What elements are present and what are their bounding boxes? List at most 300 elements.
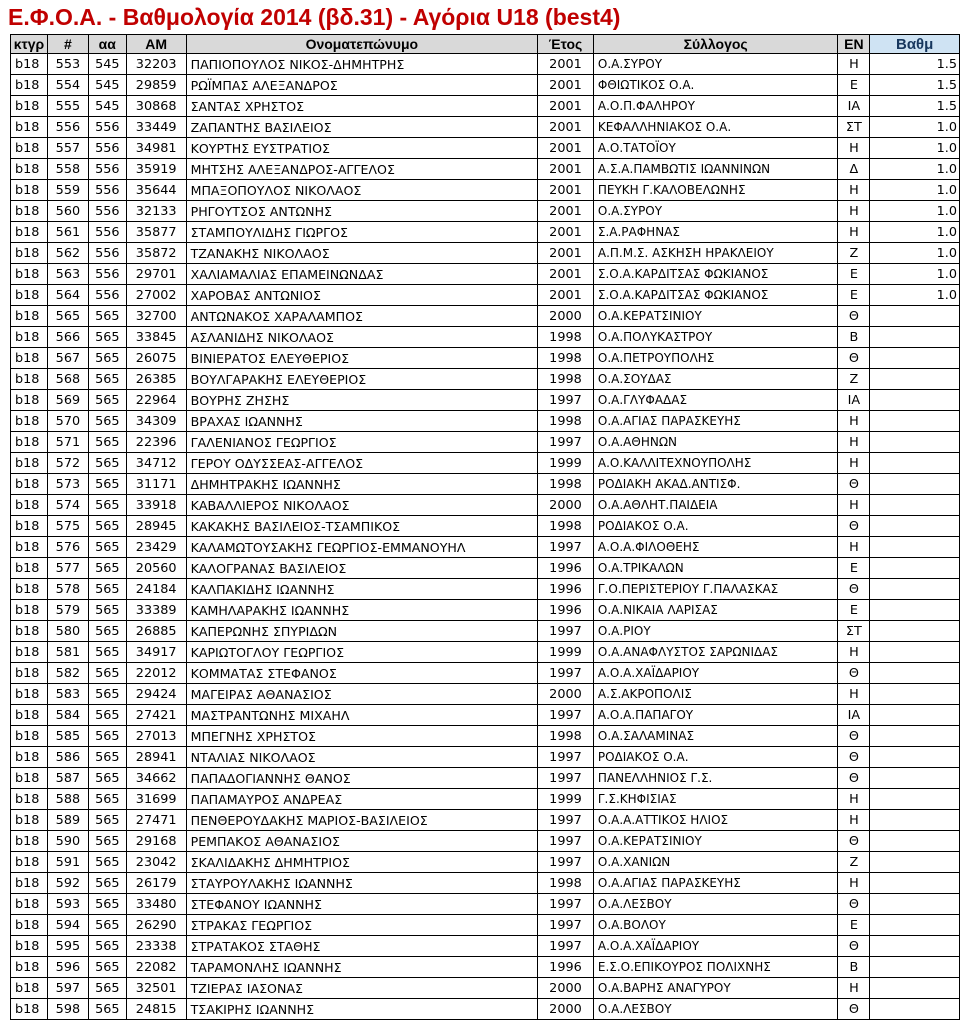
rank-cell: 545 <box>88 54 126 75</box>
number-cell: 553 <box>47 54 88 75</box>
year-cell: 1997 <box>538 894 594 915</box>
number-cell: 564 <box>47 285 88 306</box>
col-header-name[interactable]: Ονοματεπώνυμο <box>186 35 537 54</box>
page-title: Ε.Φ.Ο.Α. - Βαθμολογία 2014 (βδ.31) - Αγόρια U18 (best4) <box>8 4 621 30</box>
club-cell: Ο.Α.ΑΓΙΑΣ ΠΑΡΑΣΚΕΥΗΣ <box>593 411 838 432</box>
table-row[interactable] <box>11 285 960 306</box>
category-cell: b18 <box>11 369 48 390</box>
category-cell: b18 <box>11 348 48 369</box>
id-cell: 22012 <box>126 663 186 684</box>
club-cell: Ο.Α.ΚΕΡΑΤΣΙΝΙΟΥ <box>593 831 838 852</box>
rank-cell: 565 <box>88 411 126 432</box>
year-cell: 2000 <box>538 495 594 516</box>
grade-cell: 1.5 <box>870 96 960 117</box>
col-header-grade[interactable]: Βαθμ <box>870 35 960 54</box>
number-cell: 596 <box>47 957 88 978</box>
table-row[interactable] <box>11 663 960 684</box>
name-cell: ΠΑΠΑΔΟΓΙΑΝΝΗΣ ΘΑΝΟΣ <box>186 768 537 789</box>
category-cell: b18 <box>11 999 48 1020</box>
year-cell: 2001 <box>538 75 594 96</box>
col-header-number[interactable]: # <box>47 35 88 54</box>
table-row[interactable] <box>11 684 960 705</box>
table-row[interactable] <box>11 432 960 453</box>
number-cell: 585 <box>47 726 88 747</box>
rank-cell: 565 <box>88 474 126 495</box>
category-cell: b18 <box>11 327 48 348</box>
number-cell: 588 <box>47 789 88 810</box>
category-cell: b18 <box>11 810 48 831</box>
grade-cell <box>870 999 960 1020</box>
table-row[interactable] <box>11 75 960 96</box>
table-row[interactable] <box>11 411 960 432</box>
name-cell: ΠΑΠΙΟΠΟΥΛΟΣ ΝΙΚΟΣ-ΔΗΜΗΤΡΗΣ <box>186 54 537 75</box>
rank-cell: 565 <box>88 390 126 411</box>
rank-cell: 556 <box>88 117 126 138</box>
number-cell: 557 <box>47 138 88 159</box>
year-cell: 1997 <box>538 663 594 684</box>
name-cell: ΚΑΠΕΡΩΝΗΣ ΣΠΥΡΙΔΩΝ <box>186 621 537 642</box>
grade-cell: 1.0 <box>870 264 960 285</box>
club-cell: ΠΕΥΚΗ Γ.ΚΑΛΟΒΕΛΩΝΗΣ <box>593 180 838 201</box>
region-cell: Θ <box>838 579 870 600</box>
table-row[interactable] <box>11 453 960 474</box>
table-row[interactable] <box>11 894 960 915</box>
name-cell: ΤΖΑΝΑΚΗΣ ΝΙΚΟΛΑΟΣ <box>186 243 537 264</box>
table-row[interactable] <box>11 117 960 138</box>
category-cell: b18 <box>11 957 48 978</box>
id-cell: 27013 <box>126 726 186 747</box>
name-cell: ΣΤΡΑΤΑΚΟΣ ΣΤΑΘΗΣ <box>186 936 537 957</box>
region-cell: ΙΑ <box>838 96 870 117</box>
grade-cell <box>870 642 960 663</box>
grade-cell: 1.0 <box>870 222 960 243</box>
number-cell: 555 <box>47 96 88 117</box>
grade-cell <box>870 978 960 999</box>
category-cell: b18 <box>11 516 48 537</box>
table-row[interactable] <box>11 537 960 558</box>
grade-cell: 1.0 <box>870 180 960 201</box>
category-cell: b18 <box>11 285 48 306</box>
table-row[interactable] <box>11 579 960 600</box>
table-row[interactable] <box>11 747 960 768</box>
region-cell: Β <box>838 327 870 348</box>
table-row[interactable] <box>11 222 960 243</box>
name-cell: ΣΤΕΦΑΝΟΥ ΙΩΑΝΝΗΣ <box>186 894 537 915</box>
rank-cell: 565 <box>88 306 126 327</box>
table-row[interactable] <box>11 642 960 663</box>
table-row[interactable] <box>11 789 960 810</box>
region-cell: Ε <box>838 915 870 936</box>
region-cell: Η <box>838 138 870 159</box>
name-cell: ΜΗΤΣΗΣ ΑΛΕΞΑΝΔΡΟΣ-ΑΓΓΕΛΟΣ <box>186 159 537 180</box>
id-cell: 26075 <box>126 348 186 369</box>
id-cell: 34981 <box>126 138 186 159</box>
number-cell: 574 <box>47 495 88 516</box>
category-cell: b18 <box>11 432 48 453</box>
rank-cell: 565 <box>88 600 126 621</box>
year-cell: 1998 <box>538 474 594 495</box>
name-cell: ΒΟΥΡΗΣ ΖΗΣΗΣ <box>186 390 537 411</box>
id-cell: 32700 <box>126 306 186 327</box>
name-cell: ΣΤΡΑΚΑΣ ΓΕΩΡΓΙΟΣ <box>186 915 537 936</box>
year-cell: 2001 <box>538 243 594 264</box>
year-cell: 2001 <box>538 96 594 117</box>
category-cell: b18 <box>11 117 48 138</box>
table-row[interactable] <box>11 327 960 348</box>
region-cell: Ε <box>838 558 870 579</box>
number-cell: 554 <box>47 75 88 96</box>
table-row[interactable] <box>11 873 960 894</box>
id-cell: 33480 <box>126 894 186 915</box>
category-cell: b18 <box>11 138 48 159</box>
region-cell: ΣΤ <box>838 117 870 138</box>
id-cell: 23429 <box>126 537 186 558</box>
id-cell: 32133 <box>126 201 186 222</box>
club-cell: Ο.Α.ΑΘΛΗΤ.ΠΑΙΔΕΙΑ <box>593 495 838 516</box>
year-cell: 1999 <box>538 453 594 474</box>
table-row[interactable] <box>11 516 960 537</box>
id-cell: 23338 <box>126 936 186 957</box>
region-cell: Θ <box>838 999 870 1020</box>
region-cell: Η <box>838 54 870 75</box>
year-cell: 1997 <box>538 747 594 768</box>
id-cell: 28945 <box>126 516 186 537</box>
name-cell: ΓΑΛΕΝΙΑΝΟΣ ΓΕΩΡΓΙΟΣ <box>186 432 537 453</box>
club-cell: Ο.Α.Α.ΑΤΤΙΚΟΣ ΗΛΙΟΣ <box>593 810 838 831</box>
number-cell: 595 <box>47 936 88 957</box>
col-header-year[interactable]: Έτος <box>538 35 594 54</box>
rank-cell: 565 <box>88 999 126 1020</box>
club-cell: Α.Ο.Α.ΧΑΪΔΑΡΙΟΥ <box>593 936 838 957</box>
category-cell: b18 <box>11 579 48 600</box>
col-header-club[interactable]: Σύλλογος <box>593 35 838 54</box>
id-cell: 29168 <box>126 831 186 852</box>
year-cell: 1999 <box>538 789 594 810</box>
club-cell: ΦΘΙΩΤΙΚΟΣ Ο.Α. <box>593 75 838 96</box>
grade-cell <box>870 453 960 474</box>
rank-cell: 565 <box>88 852 126 873</box>
category-cell: b18 <box>11 873 48 894</box>
table-row[interactable] <box>11 96 960 117</box>
region-cell: Θ <box>838 747 870 768</box>
name-cell: ΚΑΚΑΚΗΣ ΒΑΣΙΛΕΙΟΣ-ΤΣΑΜΠΙΚΟΣ <box>186 516 537 537</box>
number-cell: 559 <box>47 180 88 201</box>
rank-cell: 565 <box>88 957 126 978</box>
number-cell: 598 <box>47 999 88 1020</box>
number-cell: 565 <box>47 306 88 327</box>
category-cell: b18 <box>11 453 48 474</box>
name-cell: ΧΑΛΙΑΜΑΛΙΑΣ ΕΠΑΜΕΙΝΩΝΔΑΣ <box>186 264 537 285</box>
id-cell: 22396 <box>126 432 186 453</box>
rank-cell: 565 <box>88 789 126 810</box>
number-cell: 576 <box>47 537 88 558</box>
club-cell: Ο.Α.ΒΟΛΟΥ <box>593 915 838 936</box>
grade-cell: 1.0 <box>870 285 960 306</box>
category-cell: b18 <box>11 789 48 810</box>
category-cell: b18 <box>11 642 48 663</box>
table-row[interactable] <box>11 621 960 642</box>
club-cell: Ο.Α.ΣΟΥΔΑΣ <box>593 369 838 390</box>
grade-cell <box>870 957 960 978</box>
region-cell: Θ <box>838 894 870 915</box>
table-row[interactable] <box>11 474 960 495</box>
grade-cell: 1.0 <box>870 201 960 222</box>
id-cell: 34662 <box>126 768 186 789</box>
grade-cell <box>870 516 960 537</box>
region-cell: Ζ <box>838 852 870 873</box>
number-cell: 566 <box>47 327 88 348</box>
year-cell: 2001 <box>538 180 594 201</box>
name-cell: ΚΟΥΡΤΗΣ ΕΥΣΤΡΑΤΙΟΣ <box>186 138 537 159</box>
category-cell: b18 <box>11 495 48 516</box>
table-row[interactable] <box>11 558 960 579</box>
number-cell: 591 <box>47 852 88 873</box>
col-header-id[interactable]: ΑΜ <box>126 35 186 54</box>
category-cell: b18 <box>11 978 48 999</box>
grade-cell <box>870 348 960 369</box>
table-row[interactable] <box>11 936 960 957</box>
number-cell: 570 <box>47 411 88 432</box>
year-cell: 1998 <box>538 516 594 537</box>
id-cell: 20560 <box>126 558 186 579</box>
category-cell: b18 <box>11 222 48 243</box>
category-cell: b18 <box>11 201 48 222</box>
table-row[interactable] <box>11 264 960 285</box>
year-cell: 1997 <box>538 915 594 936</box>
number-cell: 589 <box>47 810 88 831</box>
table-row[interactable] <box>11 348 960 369</box>
id-cell: 33845 <box>126 327 186 348</box>
table-row[interactable] <box>11 852 960 873</box>
category-cell: b18 <box>11 726 48 747</box>
year-cell: 2000 <box>538 306 594 327</box>
year-cell: 2001 <box>538 138 594 159</box>
grade-cell <box>870 705 960 726</box>
name-cell: ΣΑΝΤΑΣ ΧΡΗΣΤΟΣ <box>186 96 537 117</box>
club-cell: Α.Ο.Α.ΧΑΪΔΑΡΙΟΥ <box>593 663 838 684</box>
year-cell: 1998 <box>538 411 594 432</box>
table-row[interactable] <box>11 54 960 75</box>
grade-cell <box>870 915 960 936</box>
category-cell: b18 <box>11 831 48 852</box>
grade-cell <box>870 663 960 684</box>
name-cell: ΓΕΡΟΥ ΟΔΥΣΣΕΑΣ-ΑΓΓΕΛΟΣ <box>186 453 537 474</box>
club-cell: Ο.Α.ΛΕΣΒΟΥ <box>593 999 838 1020</box>
club-cell: ΡΟΔΙΑΚΟΣ Ο.Α. <box>593 747 838 768</box>
name-cell: ΚΑΒΑΛΛΙΕΡΟΣ ΝΙΚΟΛΑΟΣ <box>186 495 537 516</box>
name-cell: ΤΖΙΕΡΑΣ ΙΑΣΟΝΑΣ <box>186 978 537 999</box>
region-cell: Η <box>838 180 870 201</box>
table-row[interactable] <box>11 768 960 789</box>
col-header-region[interactable]: ΕΝ <box>838 35 870 54</box>
number-cell: 597 <box>47 978 88 999</box>
club-cell: Σ.Α.ΡΑΦΗΝΑΣ <box>593 222 838 243</box>
club-cell: Α.Π.Μ.Σ. ΑΣΚΗΣΗ ΗΡΑΚΛΕΙΟΥ <box>593 243 838 264</box>
grade-cell <box>870 768 960 789</box>
name-cell: ΚΑΛΠΑΚΙΔΗΣ ΙΩΑΝΝΗΣ <box>186 579 537 600</box>
id-cell: 34309 <box>126 411 186 432</box>
name-cell: ΤΣΑΚΙΡΗΣ ΙΩΑΝΝΗΣ <box>186 999 537 1020</box>
rank-cell: 556 <box>88 243 126 264</box>
table-row[interactable] <box>11 306 960 327</box>
grade-cell <box>870 369 960 390</box>
club-cell: Σ.Ο.Α.ΚΑΡΔΙΤΣΑΣ ΦΩΚΙΑΝΟΣ <box>593 264 838 285</box>
rank-cell: 556 <box>88 201 126 222</box>
name-cell: ΖΑΠΑΝΤΗΣ ΒΑΣΙΛΕΙΟΣ <box>186 117 537 138</box>
year-cell: 2001 <box>538 264 594 285</box>
table-row[interactable] <box>11 600 960 621</box>
club-cell: ΡΟΔΙΑΚΟΣ Ο.Α. <box>593 516 838 537</box>
table-row[interactable] <box>11 831 960 852</box>
category-cell: b18 <box>11 894 48 915</box>
grade-cell <box>870 327 960 348</box>
category-cell: b18 <box>11 684 48 705</box>
id-cell: 35872 <box>126 243 186 264</box>
table-row[interactable] <box>11 180 960 201</box>
table-row[interactable] <box>11 915 960 936</box>
table-row[interactable] <box>11 810 960 831</box>
grade-cell: 1.0 <box>870 138 960 159</box>
year-cell: 1998 <box>538 327 594 348</box>
number-cell: 560 <box>47 201 88 222</box>
id-cell: 35919 <box>126 159 186 180</box>
table-row[interactable] <box>11 201 960 222</box>
year-cell: 1996 <box>538 957 594 978</box>
category-cell: b18 <box>11 537 48 558</box>
id-cell: 33449 <box>126 117 186 138</box>
rank-cell: 545 <box>88 75 126 96</box>
year-cell: 1996 <box>538 600 594 621</box>
table-row[interactable] <box>11 390 960 411</box>
grade-cell <box>870 810 960 831</box>
year-cell: 2000 <box>538 684 594 705</box>
category-cell: b18 <box>11 54 48 75</box>
table-row[interactable] <box>11 978 960 999</box>
name-cell: ΝΤΑΛΙΑΣ ΝΙΚΟΛΑΟΣ <box>186 747 537 768</box>
region-cell: Ζ <box>838 369 870 390</box>
table-row[interactable] <box>11 495 960 516</box>
col-header-rank[interactable]: αα <box>88 35 126 54</box>
table-row[interactable] <box>11 726 960 747</box>
name-cell: ΣΤΑΜΠΟΥΛΙΔΗΣ ΓΙΩΡΓΟΣ <box>186 222 537 243</box>
club-cell: Ο.Α.ΣΥΡΟΥ <box>593 201 838 222</box>
club-cell: Γ.Ο.ΠΕΡΙΣΤΕΡΙΟΥ Γ.ΠΑΛΑΣΚΑΣ <box>593 579 838 600</box>
table-row[interactable] <box>11 369 960 390</box>
number-cell: 594 <box>47 915 88 936</box>
col-header-category[interactable]: κτγρ <box>11 35 48 54</box>
id-cell: 31171 <box>126 474 186 495</box>
rank-cell: 556 <box>88 222 126 243</box>
grade-cell <box>870 789 960 810</box>
grade-cell <box>870 936 960 957</box>
id-cell: 23042 <box>126 852 186 873</box>
rank-cell: 556 <box>88 264 126 285</box>
number-cell: 583 <box>47 684 88 705</box>
rank-cell: 556 <box>88 285 126 306</box>
table-row[interactable] <box>11 159 960 180</box>
rank-cell: 565 <box>88 642 126 663</box>
category-cell: b18 <box>11 159 48 180</box>
region-cell: Θ <box>838 516 870 537</box>
number-cell: 571 <box>47 432 88 453</box>
club-cell: Ε.Σ.Ο.ΕΠΙΚΟΥΡΟΣ ΠΟΛΙΧΝΗΣ <box>593 957 838 978</box>
id-cell: 22082 <box>126 957 186 978</box>
rank-cell: 565 <box>88 495 126 516</box>
rank-cell: 565 <box>88 579 126 600</box>
category-cell: b18 <box>11 600 48 621</box>
id-cell: 27002 <box>126 285 186 306</box>
region-cell: Η <box>838 789 870 810</box>
rank-cell: 565 <box>88 432 126 453</box>
club-cell: ΡΟΔΙΑΚΗ ΑΚΑΔ.ΑΝΤΙΣΦ. <box>593 474 838 495</box>
number-cell: 556 <box>47 117 88 138</box>
year-cell: 1997 <box>538 852 594 873</box>
club-cell: Ο.Α.ΡΙΟΥ <box>593 621 838 642</box>
table-row[interactable] <box>11 957 960 978</box>
year-cell: 2001 <box>538 117 594 138</box>
id-cell: 27471 <box>126 810 186 831</box>
rank-cell: 565 <box>88 621 126 642</box>
rank-cell: 565 <box>88 831 126 852</box>
region-cell: Θ <box>838 306 870 327</box>
table-row[interactable] <box>11 243 960 264</box>
region-cell: Η <box>838 432 870 453</box>
region-cell: Θ <box>838 348 870 369</box>
id-cell: 29701 <box>126 264 186 285</box>
region-cell: Θ <box>838 831 870 852</box>
id-cell: 35644 <box>126 180 186 201</box>
year-cell: 1998 <box>538 873 594 894</box>
ranking-table <box>10 34 960 1020</box>
region-cell: Ε <box>838 600 870 621</box>
club-cell: Ο.Α.ΓΛΥΦΑΔΑΣ <box>593 390 838 411</box>
number-cell: 580 <box>47 621 88 642</box>
region-cell: Η <box>838 873 870 894</box>
number-cell: 593 <box>47 894 88 915</box>
rank-cell: 565 <box>88 327 126 348</box>
grade-cell <box>870 474 960 495</box>
name-cell: ΣΤΑΥΡΟΥΛΑΚΗΣ ΙΩΑΝΝΗΣ <box>186 873 537 894</box>
region-cell: ΣΤ <box>838 621 870 642</box>
name-cell: ΜΑΓΕΙΡΑΣ ΑΘΑΝΑΣΙΟΣ <box>186 684 537 705</box>
number-cell: 582 <box>47 663 88 684</box>
grade-cell <box>870 747 960 768</box>
id-cell: 29424 <box>126 684 186 705</box>
region-cell: Θ <box>838 726 870 747</box>
table-row[interactable] <box>11 999 960 1020</box>
name-cell: ΒΙΝΙΕΡΑΤΟΣ ΕΛΕΥΘΕΡΙΟΣ <box>186 348 537 369</box>
number-cell: 563 <box>47 264 88 285</box>
club-cell: Ο.Α.ΧΑΝΙΩΝ <box>593 852 838 873</box>
category-cell: b18 <box>11 852 48 873</box>
region-cell: Ε <box>838 285 870 306</box>
name-cell: ΚΑΛΟΓΡΑΝΑΣ ΒΑΣΙΛΕΙΟΣ <box>186 558 537 579</box>
year-cell: 1997 <box>538 831 594 852</box>
year-cell: 2000 <box>538 978 594 999</box>
table-row[interactable] <box>11 138 960 159</box>
name-cell: ΚΟΜΜΑΤΑΣ ΣΤΕΦΑΝΟΣ <box>186 663 537 684</box>
rank-cell: 565 <box>88 747 126 768</box>
number-cell: 568 <box>47 369 88 390</box>
table-row[interactable] <box>11 705 960 726</box>
rank-cell: 565 <box>88 978 126 999</box>
name-cell: ΚΑΜΗΛΑΡΑΚΗΣ ΙΩΑΝΝΗΣ <box>186 600 537 621</box>
club-cell: Ο.Α.ΝΙΚΑΙΑ ΛΑΡΙΣΑΣ <box>593 600 838 621</box>
region-cell: Θ <box>838 768 870 789</box>
category-cell: b18 <box>11 411 48 432</box>
name-cell: ΡΕΜΠΑΚΟΣ ΑΘΑΝΑΣΙΟΣ <box>186 831 537 852</box>
club-cell: Ο.Α.ΑΝΑΦΛΥΣΤΟΣ ΣΑΡΩΝΙΔΑΣ <box>593 642 838 663</box>
